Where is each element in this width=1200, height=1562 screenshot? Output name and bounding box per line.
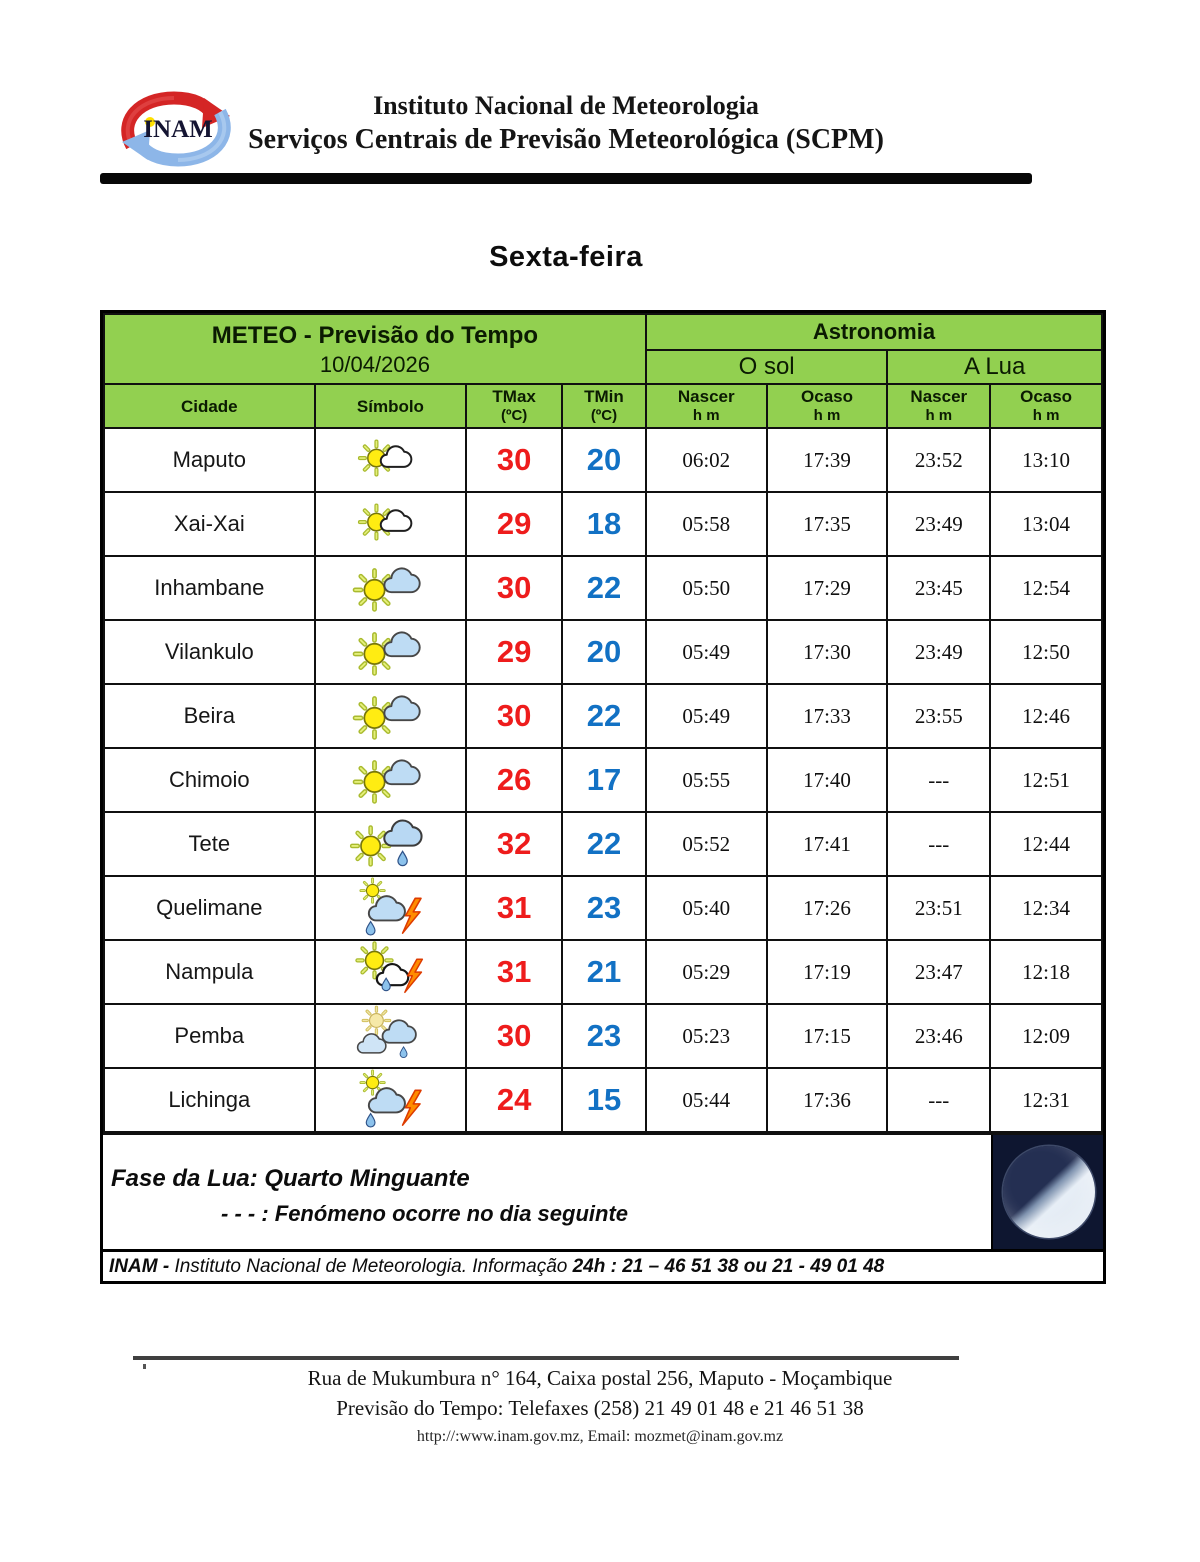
sun-rise-time: 05:49 [646, 684, 767, 748]
tmax-value: 29 [466, 492, 562, 556]
sun-rise-time: 05:55 [646, 748, 767, 812]
sun-rise-time: 05:50 [646, 556, 767, 620]
org-service: Serviços Centrais de Previsão Meteorológica (SCPM) [248, 124, 884, 155]
table-row [104, 684, 1102, 748]
tmax-value: 29 [466, 620, 562, 684]
moon-rise-time: --- [887, 748, 990, 812]
table-row [104, 748, 1102, 812]
weather-symbol-icon [315, 1004, 467, 1068]
footer-address: Rua de Mukumbura n° 164, Caixa postal 256, Maputo - Moçambique [307, 1366, 893, 1390]
tmax-value: 26 [466, 748, 562, 812]
moon-rise-time: --- [887, 1068, 990, 1132]
sun-set-time: 17:19 [767, 940, 888, 1004]
inam-phones: 24h : 21 – 46 51 38 ou 21 - 49 01 48 [572, 1256, 885, 1277]
moon-rise-time: --- [887, 812, 990, 876]
city-name: Beira [104, 684, 315, 748]
weather-symbol-icon [315, 1068, 467, 1132]
sun-set-time: 17:39 [767, 428, 888, 492]
table-row [104, 876, 1102, 940]
weather-symbol-icon [315, 492, 467, 556]
sun-set-time: 17:41 [767, 812, 888, 876]
sun-set-time: 17:33 [767, 684, 888, 748]
moon-set-time: 12:09 [990, 1004, 1102, 1068]
tmin-value: 18 [562, 492, 646, 556]
sun-set-time: 17:36 [767, 1068, 888, 1132]
moon-rise-time: 23:47 [887, 940, 990, 1004]
meteo-header-cell [104, 314, 646, 384]
tmin-value: 22 [562, 556, 646, 620]
sol-header: O sol [646, 350, 888, 384]
sun-set-time: 17:35 [767, 492, 888, 556]
sun-set-time: 17:15 [767, 1004, 888, 1068]
sun-set-time: 17:30 [767, 620, 888, 684]
tmin-value: 22 [562, 684, 646, 748]
footer-web: http://:www.inam.gov.mz, Email: mozmet@inam.gov.mz [416, 1428, 784, 1445]
moon-rise-time: 23:55 [887, 684, 990, 748]
table-row [104, 812, 1102, 876]
weather-symbol-icon [315, 940, 467, 1004]
sun-rise-time: 05:52 [646, 812, 767, 876]
city-name: Maputo [104, 428, 315, 492]
moon-set-time: 13:04 [990, 492, 1102, 556]
inam-label: INAM - [109, 1256, 170, 1277]
weather-symbol-icon [315, 620, 467, 684]
tmax-value: 30 [466, 556, 562, 620]
moon-set-time: 12:34 [990, 876, 1102, 940]
sun-set-time: 17:26 [767, 876, 888, 940]
city-name: Xai-Xai [104, 492, 315, 556]
tmin-value: 17 [562, 748, 646, 812]
meteo-title: METEO - Previsão do Tempo [211, 321, 539, 349]
city-name: Vilankulo [104, 620, 315, 684]
astronomia-header: Astronomia [646, 314, 1102, 350]
table-row [104, 428, 1102, 492]
sun-rise-time: 05:44 [646, 1068, 767, 1132]
tmax-value: 30 [466, 684, 562, 748]
table-row [104, 620, 1102, 684]
phenomenon-note: - - - : Fenómeno ocorre no dia seguinte [221, 1201, 629, 1226]
sun-rise-time: 06:02 [646, 428, 767, 492]
sun-rise-time: 05:49 [646, 620, 767, 684]
tmin-value: 20 [562, 620, 646, 684]
tmax-value: 31 [466, 940, 562, 1004]
svg-text:INAM: INAM [143, 116, 213, 143]
city-name: Lichinga [104, 1068, 315, 1132]
city-name: Nampula [104, 940, 315, 1004]
col-header-tmin: TMin (ºC) [562, 384, 646, 428]
table-row [104, 1004, 1102, 1068]
city-name: Chimoio [104, 748, 315, 812]
footer-phones: Previsão do Tempo: Telefaxes (258) 21 49 01 48 e 21 46 51 38 [336, 1396, 864, 1420]
weather-symbol-icon [315, 684, 467, 748]
weather-symbol-icon [315, 556, 467, 620]
moon-set-time: 12:46 [990, 684, 1102, 748]
col-header-tmax: TMax (ºC) [466, 384, 562, 428]
moon-rise-time: 23:51 [887, 876, 990, 940]
moon-set-time: 12:18 [990, 940, 1102, 1004]
moon-set-time: 12:44 [990, 812, 1102, 876]
moon-set-time: 12:50 [990, 620, 1102, 684]
forecast-table-wrap [100, 310, 1106, 1284]
org-name: Instituto Nacional de Meteorologia [373, 91, 759, 120]
inam-text: Instituto Nacional de Meteorologia. Informação [174, 1256, 568, 1277]
table-row [104, 1068, 1102, 1132]
sun-set-time: 17:40 [767, 748, 888, 812]
col-header-lua-nascer: Nascer h m [887, 384, 990, 428]
col-header-sol-nascer: Nascer h m [646, 384, 767, 428]
tmin-value: 20 [562, 428, 646, 492]
weather-symbol-icon [315, 428, 467, 492]
header-divider [100, 173, 1032, 184]
moon-rise-time: 23:49 [887, 492, 990, 556]
last-quarter-moon-icon [1003, 1146, 1095, 1238]
moon-set-time: 12:51 [990, 748, 1102, 812]
tmax-value: 31 [466, 876, 562, 940]
lua-header: A Lua [887, 350, 1102, 384]
tmin-value: 23 [562, 1004, 646, 1068]
tmax-value: 30 [466, 428, 562, 492]
sun-set-time: 17:29 [767, 556, 888, 620]
weather-symbol-icon [315, 748, 467, 812]
col-header-simbolo: Símbolo [315, 384, 467, 428]
moon-set-time: 12:31 [990, 1068, 1102, 1132]
col-header-lua-ocaso: Ocaso h m [990, 384, 1102, 428]
moon-image [991, 1135, 1103, 1249]
table-row [104, 492, 1102, 556]
tmin-value: 23 [562, 876, 646, 940]
tmin-value: 21 [562, 940, 646, 1004]
city-name: Inhambane [104, 556, 315, 620]
moon-rise-time: 23:52 [887, 428, 990, 492]
tmax-value: 24 [466, 1068, 562, 1132]
moon-rise-time: 23:49 [887, 620, 990, 684]
city-name: Pemba [104, 1004, 315, 1068]
footer-divider [133, 1356, 959, 1360]
tmin-value: 15 [562, 1068, 646, 1132]
moon-phase-note: Fase da Lua: Quarto Minguante [111, 1165, 470, 1192]
moon-set-time: 13:10 [990, 428, 1102, 492]
sun-rise-time: 05:29 [646, 940, 767, 1004]
city-name: Tete [104, 812, 315, 876]
sun-rise-time: 05:23 [646, 1004, 767, 1068]
city-name: Quelimane [104, 876, 315, 940]
tmax-value: 30 [466, 1004, 562, 1068]
tmin-value: 22 [562, 812, 646, 876]
meteo-date: 10/04/2026 [319, 351, 430, 377]
sun-rise-time: 05:40 [646, 876, 767, 940]
moon-rise-time: 23:45 [887, 556, 990, 620]
table-row [104, 940, 1102, 1004]
tmax-value: 32 [466, 812, 562, 876]
col-header-cidade: Cidade [104, 384, 315, 428]
moon-set-time: 12:54 [990, 556, 1102, 620]
table-row [104, 556, 1102, 620]
weather-symbol-icon [315, 812, 467, 876]
sun-rise-time: 05:58 [646, 492, 767, 556]
notes-row [103, 1133, 1103, 1249]
weather-symbol-icon [315, 876, 467, 940]
moon-rise-time: 23:46 [887, 1004, 990, 1068]
inam-info-strip [103, 1249, 1103, 1281]
forecast-table [103, 313, 1103, 1133]
day-title: Sexta-feira [489, 241, 643, 273]
col-header-sol-ocaso: Ocaso h m [767, 384, 888, 428]
org-header [100, 90, 1032, 158]
